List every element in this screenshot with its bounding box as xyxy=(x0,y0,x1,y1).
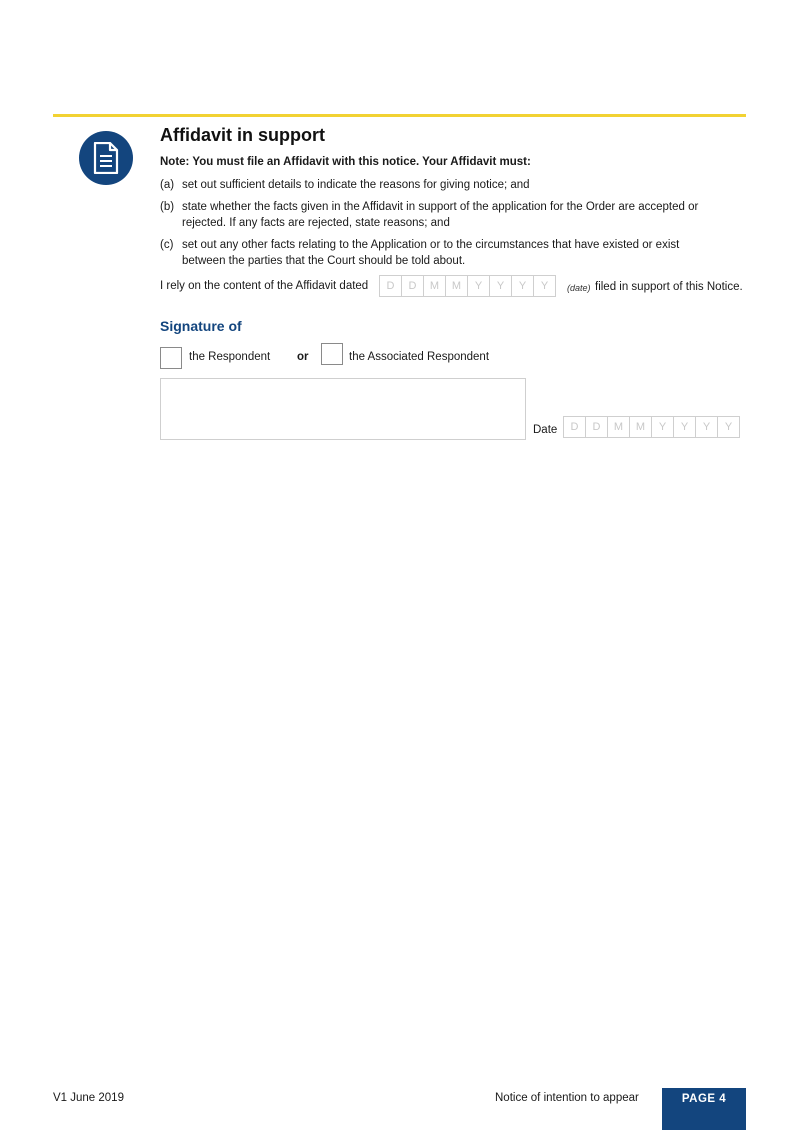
item-label: (b) xyxy=(160,201,175,213)
date-digit-box[interactable]: D xyxy=(401,275,424,297)
date-digit-box[interactable]: Y xyxy=(695,416,718,438)
requirement-item-a xyxy=(160,177,750,193)
or-label: or xyxy=(297,351,309,363)
respondent-checkbox[interactable] xyxy=(160,347,182,369)
affidavit-note: Note: You must file an Affidavit with this notice. Your Affidavit must: xyxy=(160,156,531,168)
requirement-item-c xyxy=(160,237,720,269)
signature-date-label: Date xyxy=(533,424,558,436)
date-digit-box[interactable]: Y xyxy=(511,275,534,297)
document-icon xyxy=(79,131,133,185)
date-digit-box[interactable]: M xyxy=(629,416,652,438)
associated-respondent-label: the Associated Respondent xyxy=(349,351,490,363)
respondent-label: the Respondent xyxy=(189,351,271,363)
date-digit-box[interactable]: Y xyxy=(533,275,556,297)
date-digit-box[interactable]: M xyxy=(423,275,446,297)
affidavit-date-input[interactable] xyxy=(380,275,556,297)
signature-heading: Signature of xyxy=(160,318,242,334)
date-digit-box[interactable]: Y xyxy=(717,416,740,438)
date-digit-box[interactable]: Y xyxy=(489,275,512,297)
date-digit-box[interactable]: D xyxy=(585,416,608,438)
date-digit-box[interactable]: M xyxy=(445,275,468,297)
date-hint: (date) xyxy=(567,283,591,293)
item-label: (c) xyxy=(160,239,174,251)
section-divider xyxy=(53,114,746,117)
date-digit-box[interactable]: Y xyxy=(673,416,696,438)
date-digit-box[interactable]: D xyxy=(563,416,586,438)
date-digit-box[interactable]: Y xyxy=(651,416,674,438)
date-digit-box[interactable]: Y xyxy=(467,275,490,297)
footer-doc-title: Notice of intention to appear xyxy=(495,1092,639,1104)
item-label: (a) xyxy=(160,179,175,191)
section-title: Affidavit in support xyxy=(160,125,325,145)
filed-text: filed in support of this Notice. xyxy=(595,281,743,293)
footer-version: V1 June 2019 xyxy=(53,1092,124,1104)
date-digit-box[interactable]: D xyxy=(379,275,402,297)
affidavit-date-label: I rely on the content of the Affidavit dated xyxy=(160,280,369,292)
item-text: set out sufficient details to indicate the reasons for giving notice; and xyxy=(182,179,530,191)
requirement-item-b xyxy=(160,199,730,231)
item-text: state whether the facts given in the Affidavit in support of the application for the Order are accepted or rejected. If any facts are rejected, state reasons; and xyxy=(182,201,699,229)
item-text: set out any other facts relating to the Application or to the circumstances that have existed or exist between the parties that the Court should be told about. xyxy=(182,239,680,267)
signature-box[interactable] xyxy=(160,378,526,440)
date-digit-box[interactable]: M xyxy=(607,416,630,438)
page-number-tab: PAGE 4 xyxy=(662,1088,746,1130)
signature-date-input[interactable] xyxy=(564,416,740,438)
associated-respondent-checkbox[interactable] xyxy=(321,343,343,365)
